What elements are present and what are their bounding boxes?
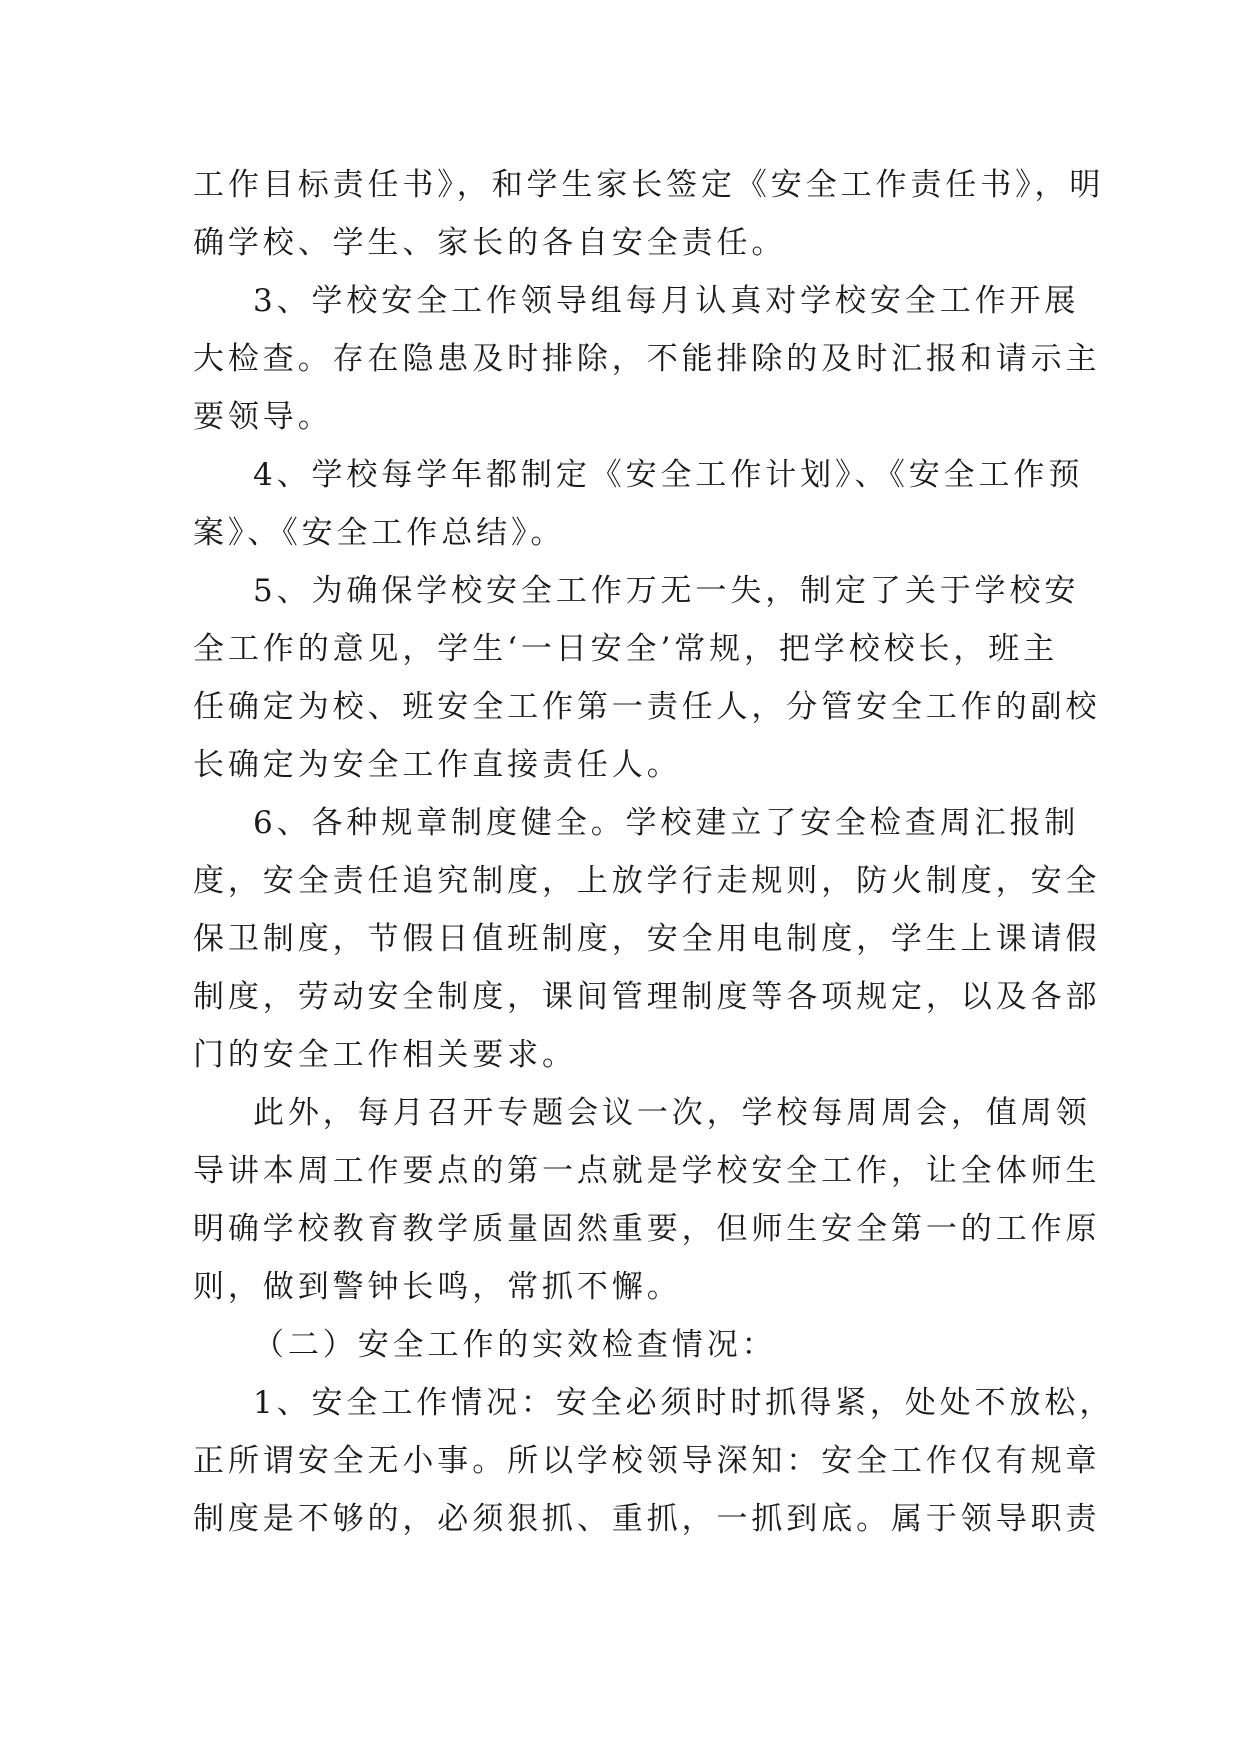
body-line: 正所谓安全无小事。所以学校领导深知：安全工作仅有规章 [193,1443,1101,1479]
body-line: 确学校、学生、家长的各自安全责任。 [193,225,787,261]
body-line: 制度，劳动安全制度，课间管理制度等各项规定，以及各部 [193,979,1101,1015]
paragraph-first-line: 1、安全工作情况：安全必须时时抓得紧，处处不放松， [253,1385,1115,1421]
body-line: 要领导。 [193,399,333,435]
body-line: 则，做到警钟长鸣，常抓不懈。 [193,1269,682,1305]
body-line: 工作目标责任书》，和学生家长签定《安全工作责任书》，明 [193,167,1105,203]
body-line: 门的安全工作相关要求。 [193,1037,577,1073]
body-line: 度，安全责任追究制度，上放学行走规则，防火制度，安全 [193,863,1101,899]
body-line: 导讲本周工作要点的第一点就是学校安全工作，让全体师生 [193,1153,1101,1189]
body-line: 大检查。存在隐患及时排除，不能排除的及时汇报和请示主 [193,341,1101,377]
body-line: 全工作的意见，学生‘一日安全’常规，把学校校长，班主 [193,631,1059,667]
section-heading: （二）安全工作的实效检查情况： [253,1327,777,1363]
body-line: 保卫制度，节假日值班制度，安全用电制度，学生上课请假 [193,921,1101,957]
body-line: 长确定为安全工作直接责任人。 [193,747,682,783]
body-line: 任确定为校、班安全工作第一责任人，分管安全工作的副校 [193,689,1101,725]
paragraph-first-line: 5、为确保学校安全工作万无一失，制定了关于学校安 [253,573,1080,609]
body-line: 制度是不够的，必须狠抓、重抓，一抓到底。属于领导职责 [193,1501,1101,1537]
paragraph-first-line: 4、学校每学年都制定《安全工作计划》、《安全工作预 [253,457,1084,493]
body-line: 明确学校教育教学质量固然重要，但师生安全第一的工作原 [193,1211,1101,1247]
paragraph-first-line: 6、各种规章制度健全。学校建立了安全检查周汇报制 [253,805,1080,841]
paragraph-first-line: 此外，每月召开专题会议一次，学校每周周会，值周领 [253,1095,1091,1131]
paragraph-first-line: 3、学校安全工作领导组每月认真对学校安全工作开展 [253,283,1080,319]
body-line: 案》、《安全工作总结》。 [193,515,566,551]
